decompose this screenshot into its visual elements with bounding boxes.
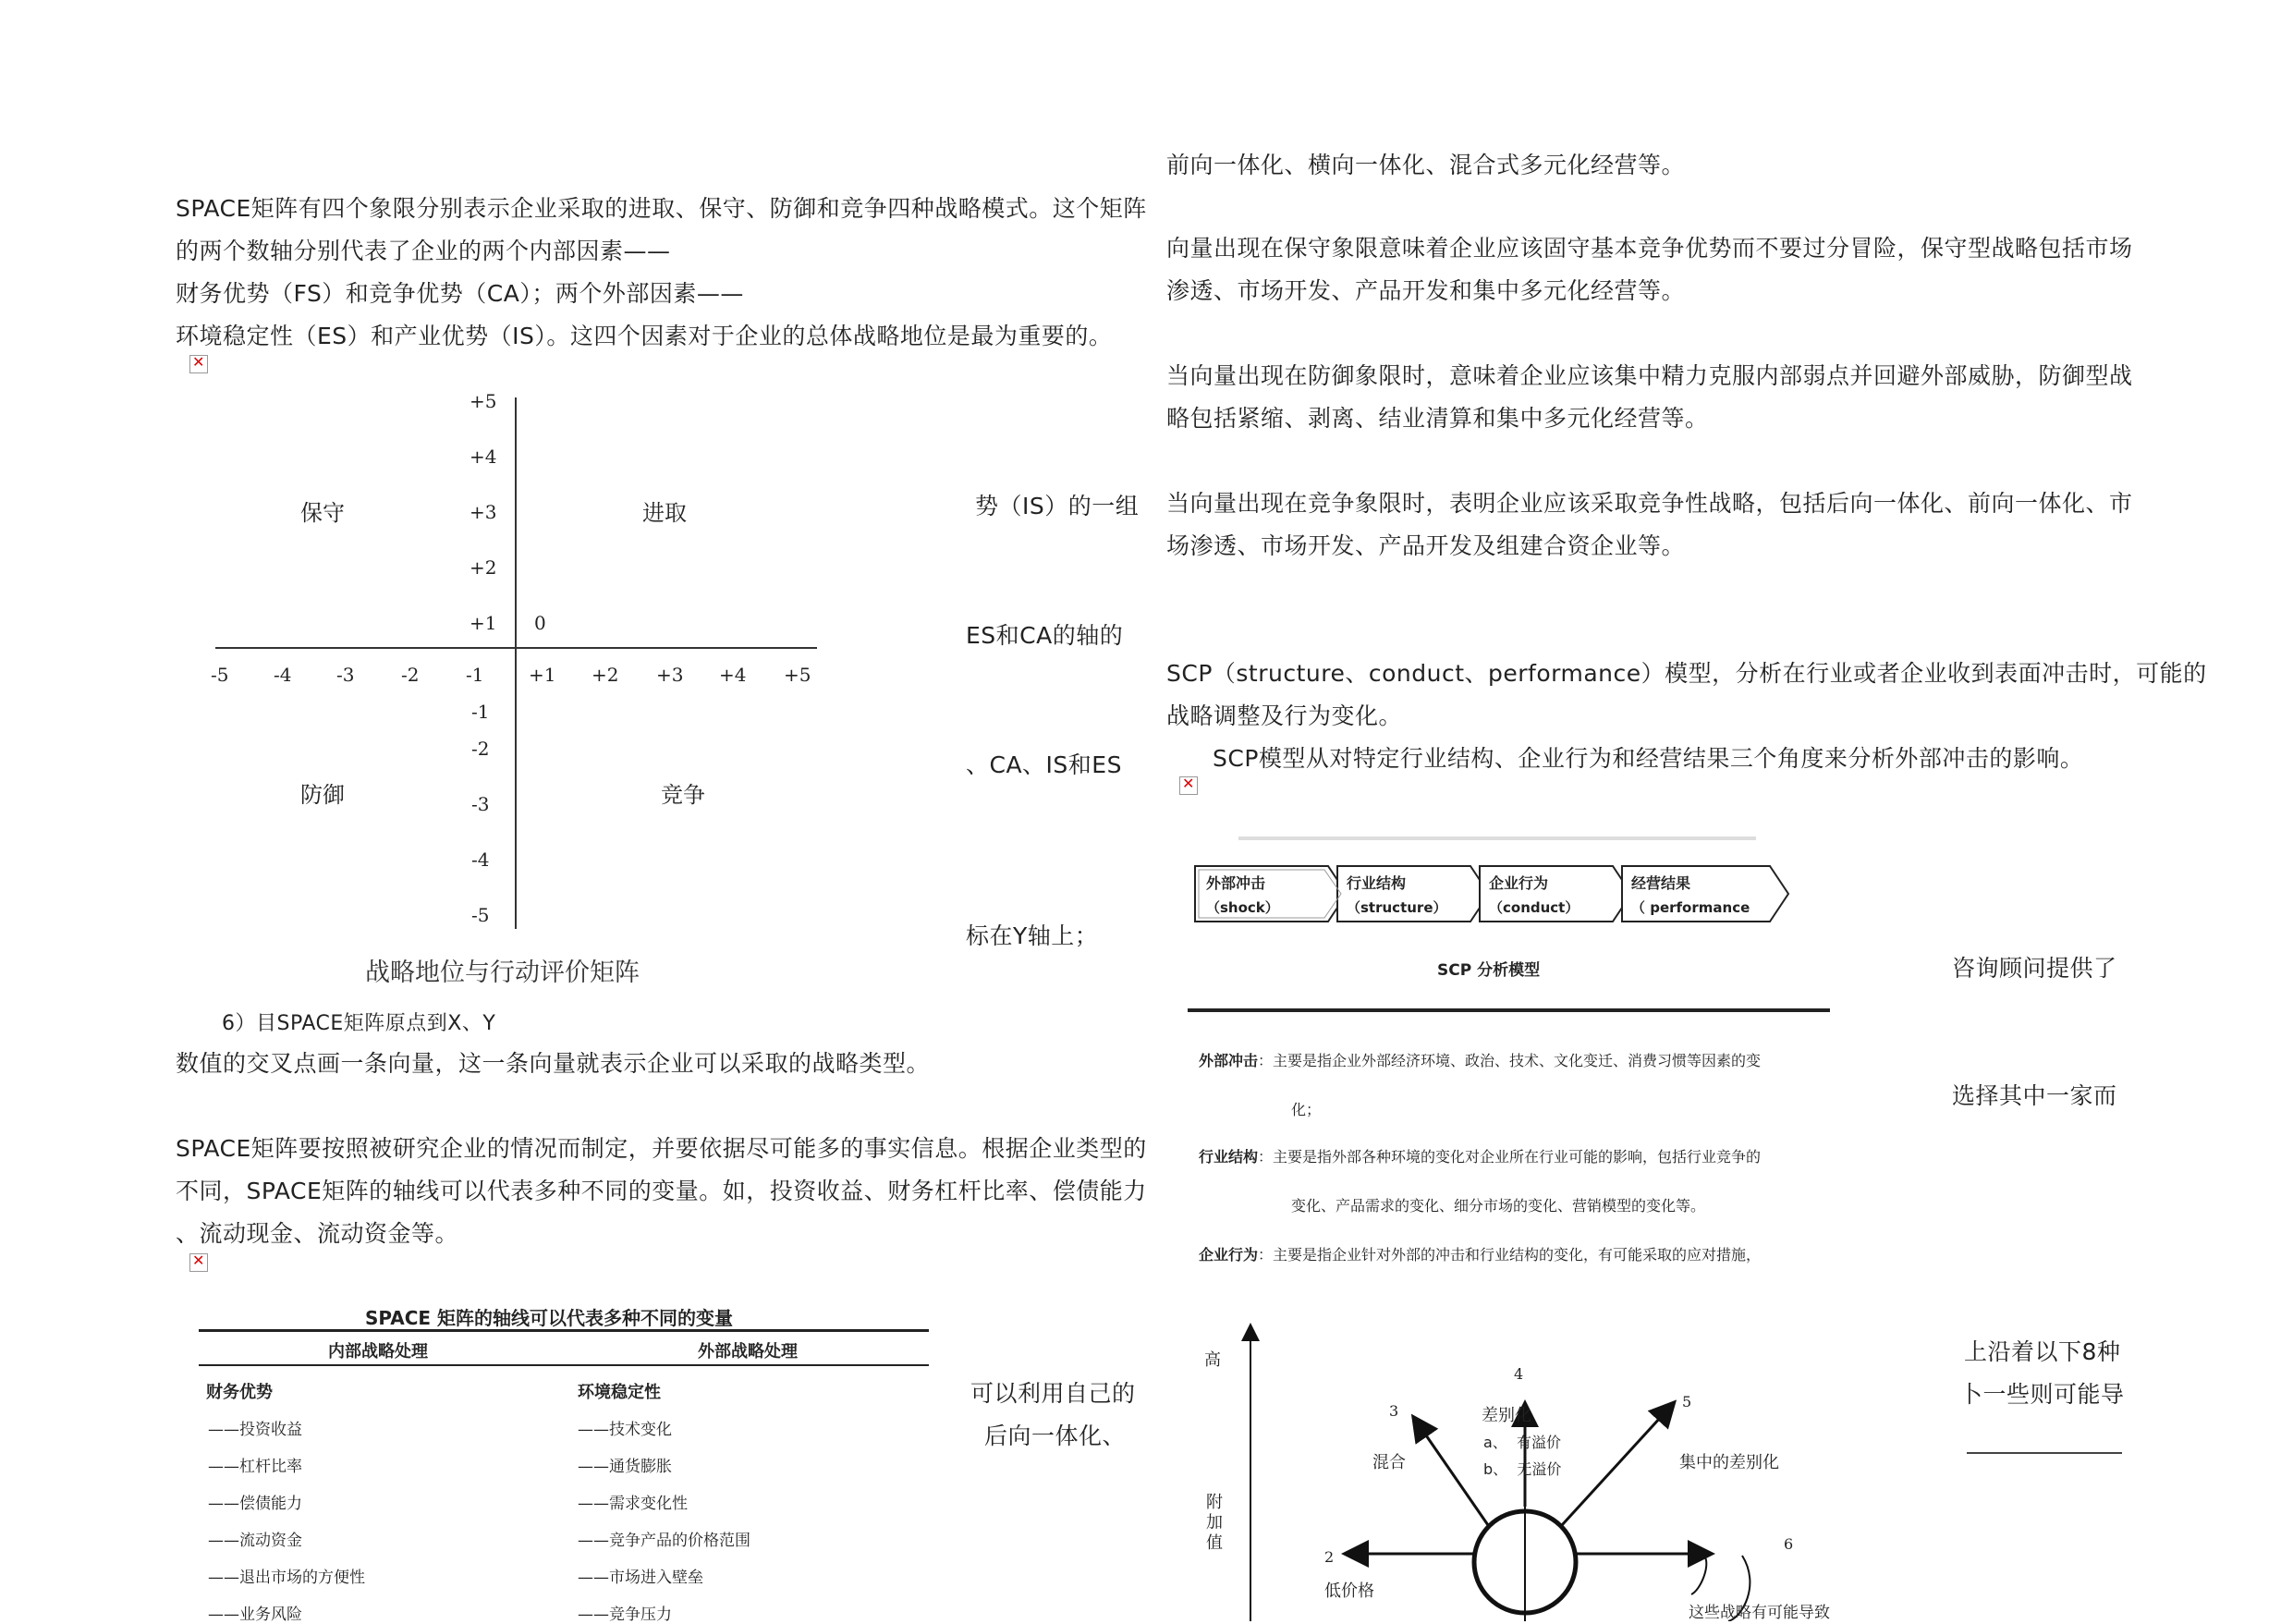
left-fragment-2: ES和CA的轴的 bbox=[966, 622, 1124, 649]
hybrid-label: 混合 bbox=[1372, 1453, 1406, 1472]
table-title: SPACE 矩阵的轴线可以代表多种不同的变量 bbox=[365, 1307, 734, 1329]
matrix-axes bbox=[203, 379, 850, 934]
scp-def-text: 化； bbox=[1291, 1101, 1322, 1118]
left-intro-line-3: 财务优势（FS）和竞争优势（CA）；两个外部因素—— bbox=[176, 280, 744, 307]
y-tick: -3 bbox=[471, 793, 490, 815]
scp-def-term: 外部冲击 bbox=[1199, 1052, 1259, 1069]
x-tick: +5 bbox=[784, 664, 811, 686]
right-para-5-line-1: SCP（structure、conduct、performance）模型，分析在行业或者企业收到表面冲击时，可能的 bbox=[1166, 660, 2207, 687]
table-cell: ——流动资金 bbox=[208, 1532, 302, 1550]
scp-box-performance bbox=[1631, 872, 1750, 920]
route-2-label: 2 bbox=[1324, 1548, 1335, 1566]
premium-label: a、 有溢价 bbox=[1483, 1434, 1561, 1451]
col1-header: 内部战略处理 bbox=[328, 1342, 428, 1361]
right-para-2-line-1: 向量出现在保守象限意味着企业应该固守基本竞争优势而不要过分冒险，保守型战略包括市场 bbox=[1166, 235, 2133, 262]
route-6-label: 6 bbox=[1784, 1535, 1794, 1553]
table-cell: ——竞争压力 bbox=[578, 1606, 672, 1624]
x-tick: -5 bbox=[211, 664, 229, 686]
scp-box-sublabel: （ performance bbox=[1631, 899, 1750, 916]
right-fragment-4: 卜一些则可能导 bbox=[1959, 1381, 2125, 1408]
left-intro-line-4: 环境稳定性（ES）和产业优势（IS）。这四个因素对于企业的总体战略地位是最为重要的。 bbox=[176, 323, 1113, 349]
right-para-1: 前向一体化、横向一体化、混合式多元化经营等。 bbox=[1166, 152, 1686, 178]
right-para-5-line-2: 战略调整及行为变化。 bbox=[1166, 702, 1403, 729]
scp-def-1 bbox=[1199, 1049, 1761, 1070]
right-para-3-line-2: 略包括紧缩、剥离、结业清算和集中多元化经营等。 bbox=[1166, 405, 1709, 432]
right-para-4-line-1: 当向量出现在竞争象限时，表明企业应该采取竞争性战略，包括后向一体化、前向一体化、市 bbox=[1166, 490, 2133, 517]
scp-rule bbox=[1188, 1008, 1830, 1012]
table-cell: ——投资收益 bbox=[208, 1421, 302, 1439]
space-matrix-diagram bbox=[203, 379, 850, 989]
broken-image-icon bbox=[189, 1253, 208, 1272]
scp-box-sublabel: （structure） bbox=[1347, 899, 1447, 916]
y-tick: -2 bbox=[471, 738, 490, 760]
scp-box-label: 外部冲击 bbox=[1206, 874, 1266, 892]
table-cell: ——需求变化性 bbox=[578, 1495, 688, 1513]
x-tick: +1 bbox=[529, 664, 556, 686]
axis-high-label: 高 bbox=[1204, 1350, 1221, 1370]
right-para-3-line-1: 当向量出现在防御象限时，意味着企业应该集中精力克服内部弱点并回避外部威胁，防御型战 bbox=[1166, 362, 2133, 389]
table-cell: ——杠杆比率 bbox=[208, 1458, 302, 1476]
table-cell: ——退出市场的方便性 bbox=[208, 1569, 365, 1587]
quadrant-defensive: 防御 bbox=[300, 782, 345, 808]
x-tick: -4 bbox=[274, 664, 292, 686]
table-rule-top bbox=[199, 1329, 929, 1332]
scp-box-label: 企业行为 bbox=[1489, 874, 1549, 892]
broken-image-icon bbox=[1179, 776, 1198, 795]
x-tick: +3 bbox=[656, 664, 684, 686]
left-fragment-1: 势（IS）的一组 bbox=[975, 493, 1140, 519]
table-cell: ——业务风险 bbox=[208, 1606, 302, 1624]
left-para2-line-1: SPACE矩阵要按照被研究企业的情况而制定，并要依据尽可能多的事实信息。根据企业类型的 bbox=[176, 1135, 1147, 1162]
right-fragment-1: 咨询顾问提供了 bbox=[1952, 955, 2117, 982]
no-premium-label: b、 无溢价 bbox=[1483, 1460, 1562, 1478]
scp-def-3 bbox=[1199, 1243, 1761, 1264]
y-tick: +5 bbox=[470, 390, 497, 412]
scp-def-text: ：主要是指企业针对外部的冲击和行业结构的变化，有可能采取的应对措施， bbox=[1258, 1246, 1762, 1264]
right-para-4-line-2: 场渗透、市场开发、产品开发及组建合资企业等。 bbox=[1166, 532, 1686, 559]
right-para-6: SCP模型从对特定行业结构、企业行为和经营结果三个角度来分析外部冲击的影响。 bbox=[1213, 745, 2084, 772]
scp-def-term: 行业结构 bbox=[1199, 1148, 1259, 1166]
y-tick: +4 bbox=[470, 446, 497, 468]
route-3-label: 3 bbox=[1389, 1402, 1399, 1420]
y-tick: -1 bbox=[471, 701, 490, 723]
table-cell: ——技术变化 bbox=[578, 1421, 672, 1439]
scp-box-conduct bbox=[1489, 872, 1579, 920]
differentiation-label: 差别化 bbox=[1482, 1406, 1531, 1425]
scp-caption: SCP 分析模型 bbox=[1437, 961, 1541, 980]
quadrant-aggressive: 进取 bbox=[642, 500, 687, 526]
failure-note: 这些战略有可能导致 bbox=[1689, 1604, 1830, 1622]
quadrant-competitive: 竞争 bbox=[661, 782, 705, 808]
x-tick: +4 bbox=[719, 664, 747, 686]
step-6-continued: 数值的交叉点画一条向量，这一条向量就表示企业可以采取的战略类型。 bbox=[176, 1050, 931, 1077]
x-tick: -1 bbox=[466, 664, 484, 686]
col1-group: 财务优势 bbox=[206, 1383, 273, 1402]
y-tick: +3 bbox=[470, 501, 497, 523]
left-para2-line-2: 不同，SPACE矩阵的轴线可以代表多种不同的变量。如，投资收益、财务杠杆比率、偿债能力 bbox=[176, 1178, 1147, 1204]
route-4-label: 4 bbox=[1514, 1365, 1524, 1383]
scp-model-figure bbox=[1169, 836, 1872, 1289]
left-fragment-4: 标在Y轴上； bbox=[966, 922, 1099, 949]
focused-differentiation-label: 集中的差别化 bbox=[1679, 1453, 1779, 1472]
scp-box-label: 行业结构 bbox=[1347, 874, 1407, 892]
strategy-clock-figure bbox=[1188, 1317, 1927, 1621]
step-6-line: 6）目SPACE矩阵原点到X、Y bbox=[222, 1012, 496, 1035]
scp-def-2 bbox=[1199, 1145, 1761, 1166]
x-tick: -3 bbox=[336, 664, 355, 686]
table-cell: ——市场进入壁垒 bbox=[578, 1569, 703, 1587]
x-tick: -2 bbox=[401, 664, 420, 686]
y-tick: -4 bbox=[471, 849, 490, 871]
scp-def-term: 企业行为 bbox=[1199, 1246, 1259, 1264]
table-cell: ——竞争产品的价格范围 bbox=[578, 1532, 750, 1550]
axis-value-label: 附加值 bbox=[1206, 1493, 1223, 1553]
low-price-label: 低价格 bbox=[1324, 1581, 1374, 1601]
scp-top-border bbox=[1238, 836, 1756, 840]
scp-def-1b bbox=[1291, 1098, 1321, 1119]
scp-box-shock bbox=[1206, 872, 1279, 920]
col2-header: 外部战略处理 bbox=[698, 1342, 798, 1361]
scp-box-sublabel: （shock） bbox=[1206, 899, 1279, 916]
scp-box-sublabel: （conduct） bbox=[1489, 899, 1579, 916]
broken-image-icon bbox=[189, 355, 208, 373]
y-tick: -5 bbox=[471, 904, 490, 926]
right-fragment-3: 上沿着以下8种 bbox=[1964, 1338, 2121, 1365]
scp-box-label: 经营结果 bbox=[1631, 874, 1691, 892]
left-para2-line-3: 、流动现金、流动资金等。 bbox=[176, 1220, 459, 1247]
origin-label: 0 bbox=[534, 612, 546, 634]
scp-def-text: ：主要是指企业外部经济环境、政治、技术、文化变迁、消费习惯等因素的变 bbox=[1258, 1052, 1762, 1069]
route-5-label: 5 bbox=[1682, 1393, 1692, 1410]
right-fragment-2: 选择其中一家而 bbox=[1952, 1082, 2117, 1109]
left-fragment-6: 后向一体化、 bbox=[984, 1423, 1127, 1449]
left-fragment-5: 可以利用自己的 bbox=[970, 1380, 1136, 1407]
x-tick: +2 bbox=[592, 664, 619, 686]
col2-group: 环境稳定性 bbox=[578, 1383, 661, 1402]
quadrant-conservative: 保守 bbox=[300, 500, 345, 526]
scp-def-text: 变化、产品需求的变化、细分市场的变化、营销模型的变化等。 bbox=[1291, 1197, 1706, 1215]
space-variables-table bbox=[199, 1294, 929, 1624]
left-intro-line-1: SPACE矩阵有四个象限分别表示企业采取的进取、保守、防御和竞争四种战略模式。这个矩阵 bbox=[176, 195, 1147, 222]
matrix-caption: 战略地位与行动评价矩阵 bbox=[365, 959, 640, 987]
scp-box-structure bbox=[1347, 872, 1447, 920]
y-tick: +2 bbox=[470, 556, 497, 579]
table-cell: ——通货膨胀 bbox=[578, 1458, 672, 1476]
y-tick: +1 bbox=[470, 612, 497, 634]
table-cell: ——偿债能力 bbox=[208, 1495, 302, 1513]
left-fragment-3: 、CA、IS和ES bbox=[966, 751, 1122, 778]
right-para-2-line-2: 渗透、市场开发、产品开发和集中多元化经营等。 bbox=[1166, 277, 1686, 304]
scp-def-text: ：主要是指外部各种环境的变化对企业所在行业可能的影响，包括行业竞争的 bbox=[1258, 1148, 1762, 1166]
scp-def-2b bbox=[1291, 1194, 1705, 1215]
left-intro-line-2: 的两个数轴分别代表了企业的两个内部因素—— bbox=[176, 238, 671, 264]
right-divider bbox=[1967, 1452, 2122, 1454]
table-rule-mid bbox=[199, 1364, 929, 1366]
